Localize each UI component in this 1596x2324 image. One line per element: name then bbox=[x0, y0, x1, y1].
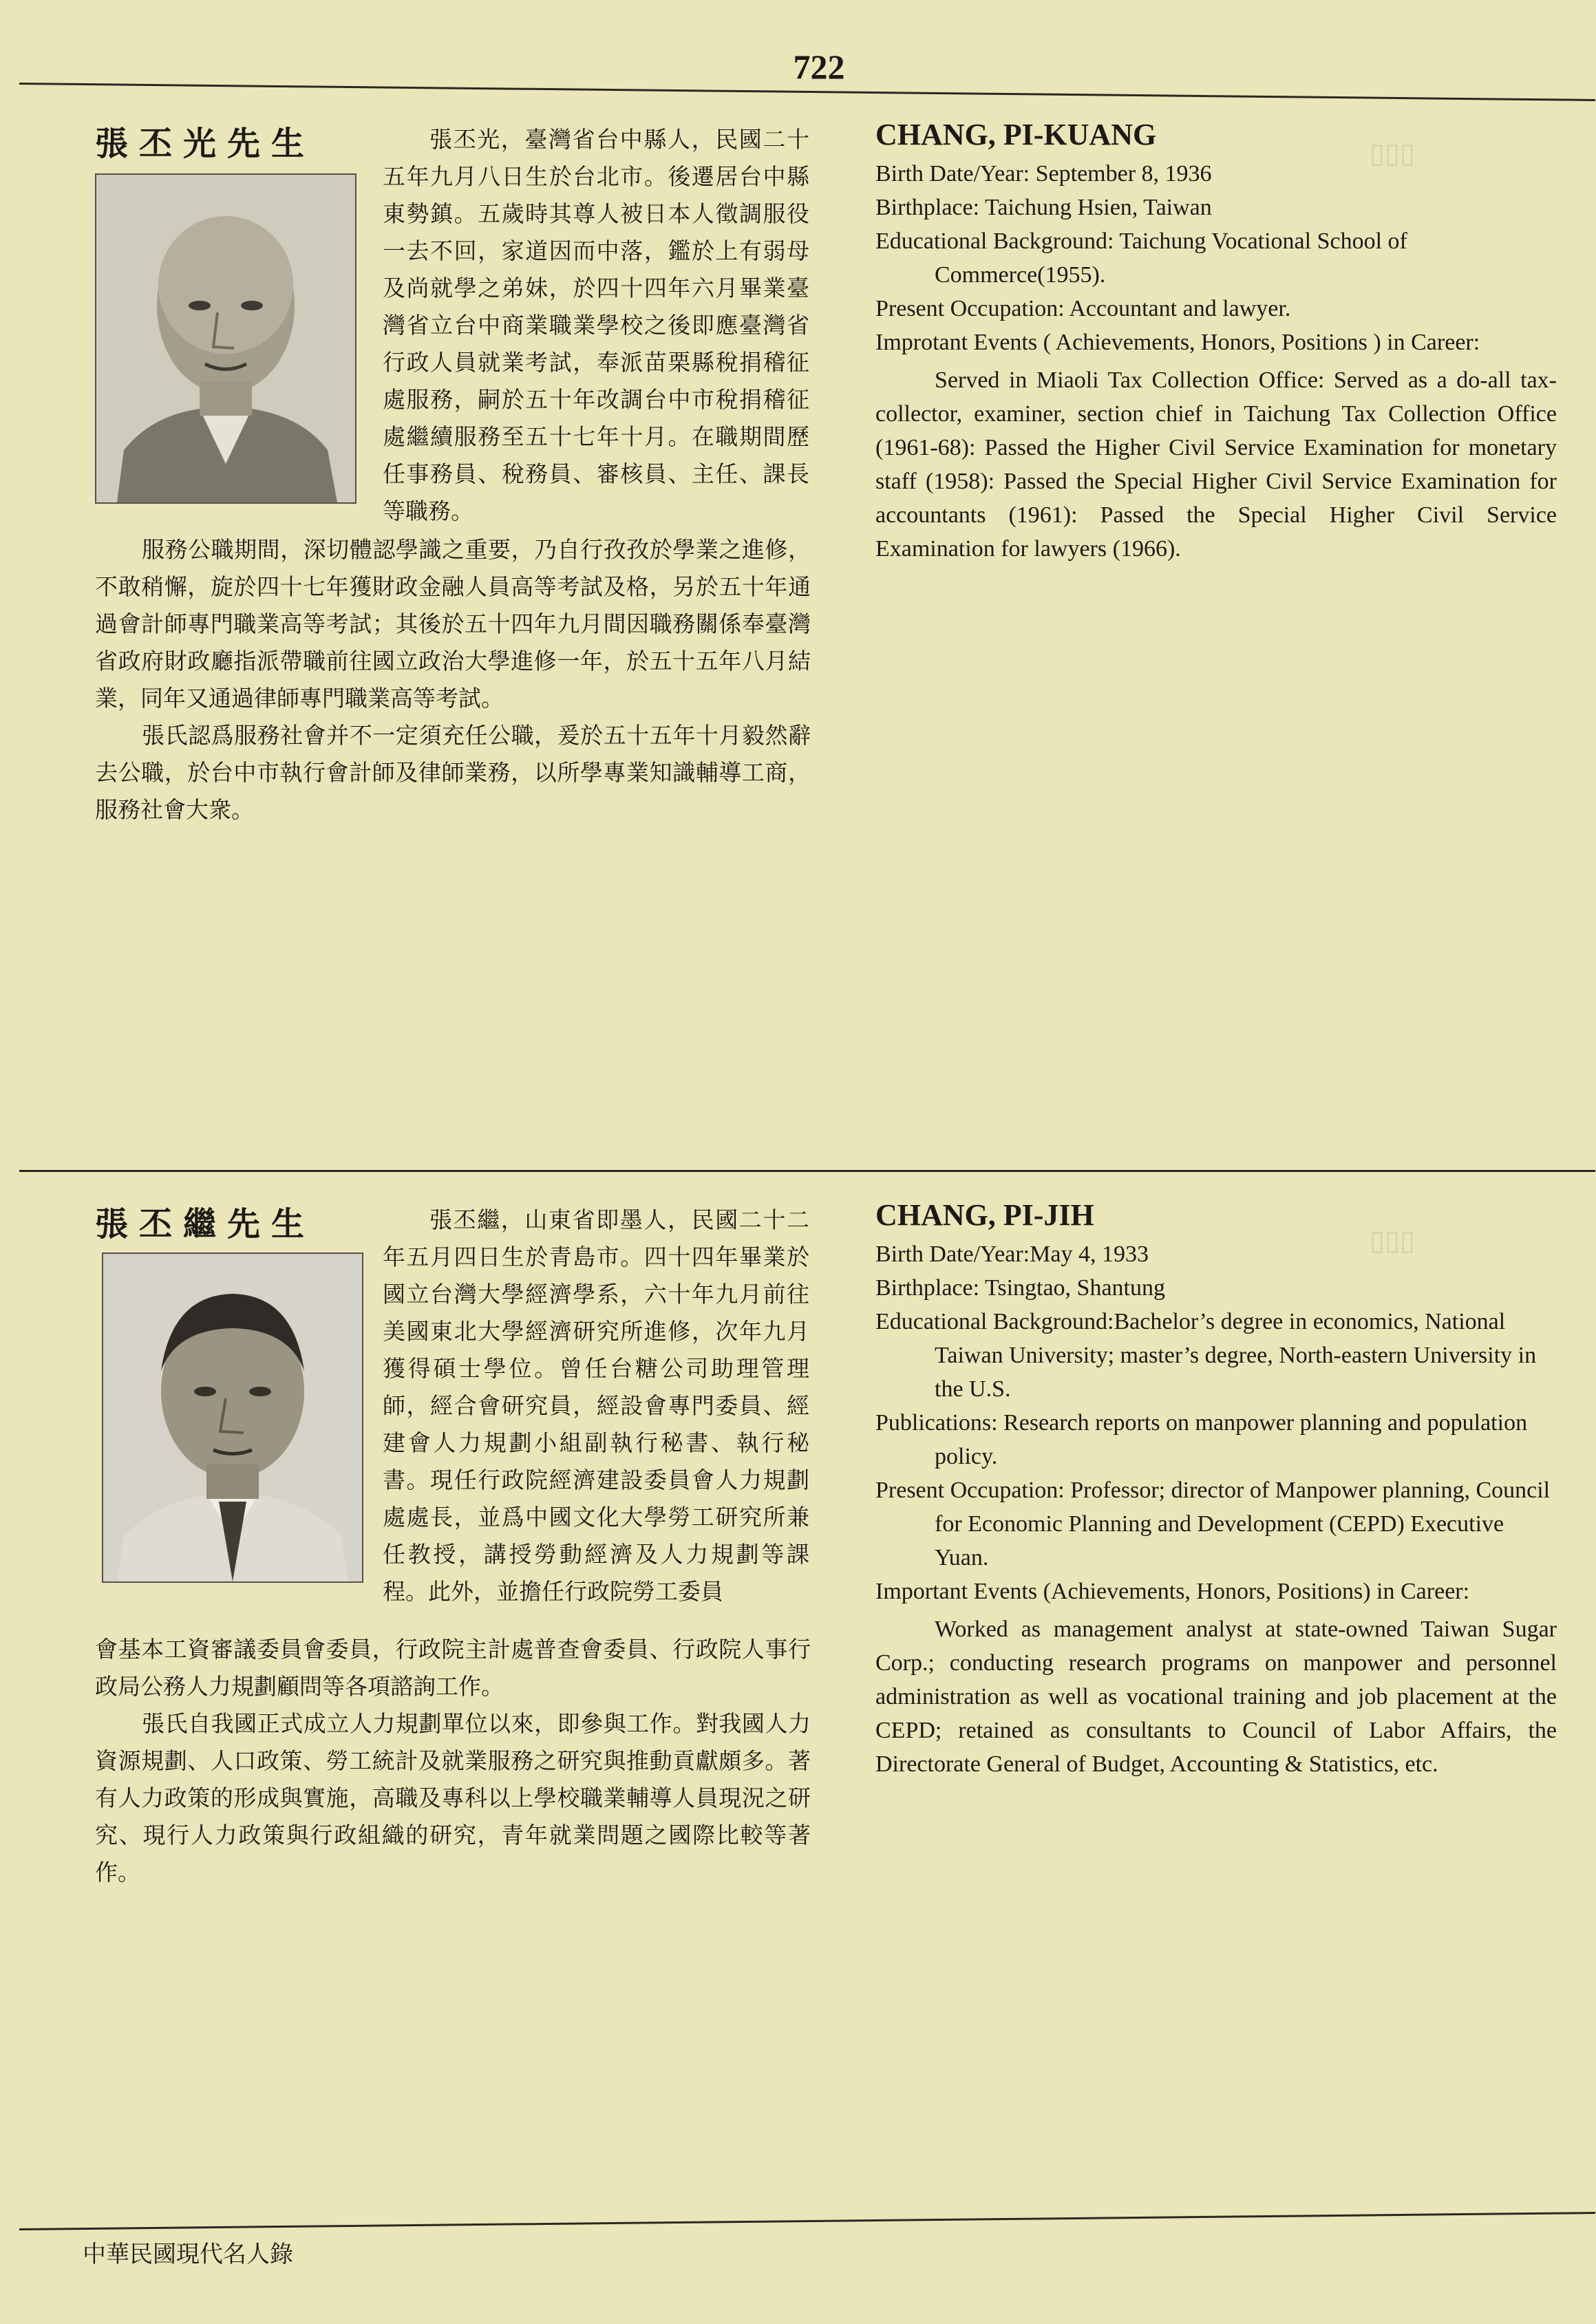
education: Educational Background: Taichung Vocational School of Commerce(1955). bbox=[875, 228, 1407, 288]
events-heading: Improtant Events ( Achievements, Honors, Positions ) in Career: bbox=[875, 330, 1480, 355]
chinese-body bbox=[95, 531, 811, 829]
chinese-name: 張丕繼先生 bbox=[95, 1205, 316, 1244]
birth-date: Birth Date/Year:May 4, 1933 bbox=[875, 1241, 1149, 1267]
chinese-intro: 張丕繼，山東省即墨人，民國二十二年五月四日生於青島市。四十四年畢業於國立台灣大學經濟學系，六十年九月前往美國東北大學經濟研究所進修，次年九月獲得碩士學位。曾任台糖公司助理管理師，經合會研究員，經設會專門委員、經建會人力規劃小組副執行秘書、執行秘書。現任行政院經濟建設委員會人力規劃處處長，並爲中國文化大學勞工研究所兼任教授，講授勞動經濟及人力規劃等課程。此外，並擔任行政院勞工委員 bbox=[383, 1206, 809, 1605]
chinese-paragraph: 張氏認爲服務社會并不一定須充任公職，爰於五十五年十月毅然辭去公職，於台中市執行會計師及律師業務，以所學專業知識輔導工商，服務社會大衆。 bbox=[95, 722, 811, 823]
biography-entry bbox=[0, 110, 1596, 1156]
portrait-photo bbox=[95, 173, 357, 504]
chinese-intro: 張丕光，臺灣省台中縣人，民國二十五年九月八日生於台北市。後遷居台中縣東勢鎮。五歲時其尊人被日本人徵調服役一去不回，家道因而中落，鑑於上有弱母及尚就學之弟妹，於四十四年六月畢業臺灣省立台中商業職業學校之後即應臺灣省行政人員就業考試，奉派苗栗縣稅捐稽征處服務，嗣於五十年改調台中市稅捐稽征處繼續服務至五十七年十月。在職期間歷任事務員、稅務員、審核員、主任、課長等職務。 bbox=[383, 126, 809, 524]
portrait-photo bbox=[102, 1252, 363, 1583]
chinese-paragraph: 張氏自我國正式成立人力規劃單位以來，即參與工作。對我國人力資源規劃、人口政策、勞工統計及就業服務之研究與推動貢獻頗多。著有人力政策的形成與實施，高職及專科以上學校職業輔導人員現況之研究、現行人力政策與行政組織的研究，青年就業問題之國際比較等著作。 bbox=[95, 1710, 811, 1886]
portrait-image bbox=[96, 175, 355, 502]
career-text: Served in Miaoli Tax Collection Office: Served as a do-all tax-collector, examiner, section chief in Taichung Tax Collection Office (1961-68): Passed the Higher Civil Service Examination for monetary staff (1958): Passed the Special Higher Civil Service Examination for accountants (1961): Passed the Special Higher Civil Service Examination for lawyers (1966). bbox=[875, 367, 1557, 562]
career-text: Worked as management analyst at state-owned Taiwan Sugar Corp.; conducting research programs on manpower and personnel administration as well as vocational training and job placement at the CEPD; retained as consultants to Council of Labor Affairs, the Directorate General of Budget, Accounting & Statistics, etc. bbox=[875, 1617, 1557, 1777]
english-section bbox=[875, 117, 1557, 566]
biography-entry bbox=[0, 1191, 1596, 2209]
page-number: 722 bbox=[793, 47, 845, 86]
education: Educational Background:Bachelor’s degree in economics, National Taiwan University; master’s degree, North-eastern University in the U.S. bbox=[875, 1309, 1537, 1402]
portrait-image bbox=[103, 1254, 362, 1581]
english-name: CHANG, PI-KUANG bbox=[875, 118, 1157, 151]
english-section bbox=[875, 1197, 1557, 1781]
events-heading: Important Events (Achievements, Honors, Positions) in Career: bbox=[875, 1579, 1470, 1604]
birthplace: Birthplace: Taichung Hsien, Taiwan bbox=[875, 195, 1212, 220]
occupation: Present Occupation: Professor; director of Manpower planning, Council for Economic Planning and Development (CEPD) Executive Yuan. bbox=[875, 1478, 1551, 1570]
bottom-divider bbox=[19, 2212, 1595, 2230]
publications: Publications: Research reports on manpower planning and population policy. bbox=[875, 1410, 1528, 1469]
chinese-name: 張丕光先生 bbox=[95, 125, 316, 163]
birthplace: Birthplace: Tsingtao, Shantung bbox=[875, 1275, 1165, 1301]
chinese-paragraph: 服務公職期間，深切體認學識之重要，乃自行孜孜於學業之進修，不敢稍懈，旋於四十七年獲財政金融人員高等考試及格，另於五十年通過會計師專門職業高等考試；其後於五十四年九月間因職務關係奉臺灣省政府財政廳指派帶職前往國立政治大學進修一年，於五十五年八月結業，同年又通過律師專門職業高等考試。 bbox=[95, 536, 811, 712]
book-title-footer: 中華民國現代名人錄 bbox=[83, 2241, 293, 2268]
middle-divider bbox=[19, 1170, 1595, 1172]
bleed-through-mark: ▯▯▯ bbox=[1370, 1225, 1416, 1257]
chinese-paragraph: 會基本工資審議委員會委員，行政院主計處普查會委員、行政院人事行政局公務人力規劃顧問等各項諮詢工作。 bbox=[95, 1636, 811, 1700]
occupation: Present Occupation: Accountant and lawyer. bbox=[875, 296, 1291, 321]
bleed-through-mark: ▯▯▯ bbox=[1370, 138, 1416, 169]
english-name: CHANG, PI-JIH bbox=[875, 1198, 1094, 1232]
chinese-body bbox=[95, 1631, 811, 1891]
birth-date: Birth Date/Year: September 8, 1936 bbox=[875, 161, 1212, 186]
